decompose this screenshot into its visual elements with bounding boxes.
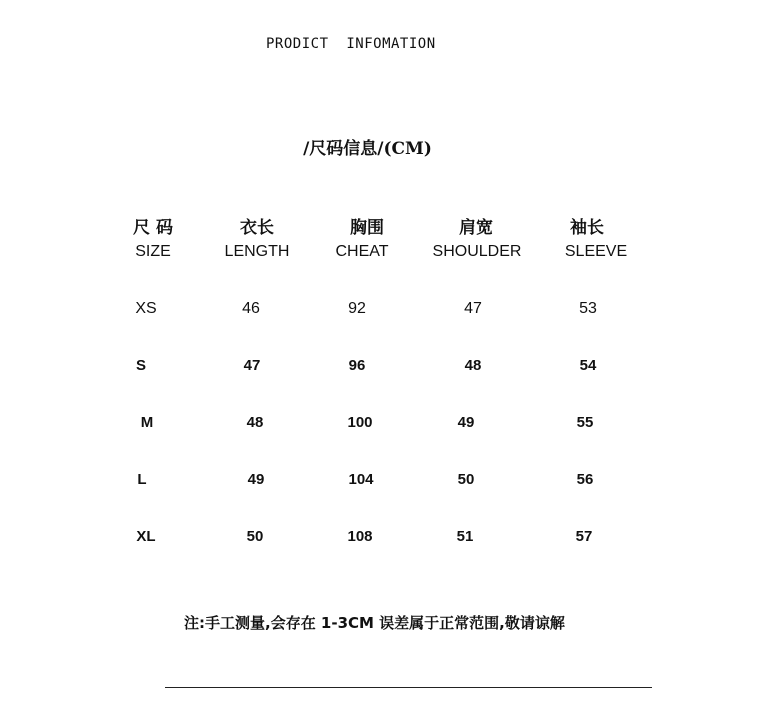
- table-cell-chest: 92: [348, 300, 366, 317]
- table-cell-length: 47: [243, 357, 261, 374]
- header-shoulder-cn: 肩宽: [459, 218, 493, 238]
- table-cell-size: XS: [135, 300, 157, 317]
- table-cell-shoulder: 49: [457, 414, 475, 431]
- measurement-note: 注:手工测量,会存在 1-3CM 误差属于正常范围,敬请谅解: [184, 614, 565, 632]
- table-cell-sleeve: 57: [575, 528, 593, 545]
- header-sleeve-cn: 袖长: [570, 218, 604, 238]
- table-cell-sleeve: 53: [579, 300, 597, 317]
- table-cell-length: 46: [242, 300, 260, 317]
- header-shoulder-en: SHOULDER: [432, 243, 522, 260]
- table-cell-shoulder: 47: [464, 300, 482, 317]
- page-title: PRODICT INFOMATION: [266, 36, 436, 52]
- table-cell-chest: 108: [347, 528, 373, 545]
- header-length-en: LENGTH: [224, 243, 290, 260]
- table-cell-size: M: [140, 414, 154, 431]
- header-sleeve-en: SLEEVE: [564, 243, 628, 260]
- header-size-en: SIZE: [135, 243, 171, 260]
- table-cell-sleeve: 56: [576, 471, 594, 488]
- table-cell-size: XL: [136, 528, 156, 545]
- table-cell-length: 48: [246, 414, 264, 431]
- table-cell-sleeve: 55: [576, 414, 594, 431]
- size-info-heading: /尺码信息/(CM): [303, 139, 432, 159]
- table-cell-length: 49: [247, 471, 265, 488]
- table-cell-chest: 104: [348, 471, 374, 488]
- table-cell-size: L: [137, 471, 147, 488]
- table-cell-length: 50: [246, 528, 264, 545]
- table-cell-shoulder: 48: [464, 357, 482, 374]
- header-size-cn: 尺 码: [133, 218, 173, 238]
- table-cell-shoulder: 51: [456, 528, 474, 545]
- table-cell-sleeve: 54: [579, 357, 597, 374]
- header-length-cn: 衣长: [240, 218, 274, 238]
- header-chest-en: CHEAT: [335, 243, 389, 260]
- divider-line: [165, 687, 652, 688]
- table-cell-chest: 100: [347, 414, 373, 431]
- table-cell-size: S: [135, 357, 147, 374]
- table-cell-shoulder: 50: [457, 471, 475, 488]
- header-chest-cn: 胸围: [350, 218, 384, 238]
- table-cell-chest: 96: [348, 357, 366, 374]
